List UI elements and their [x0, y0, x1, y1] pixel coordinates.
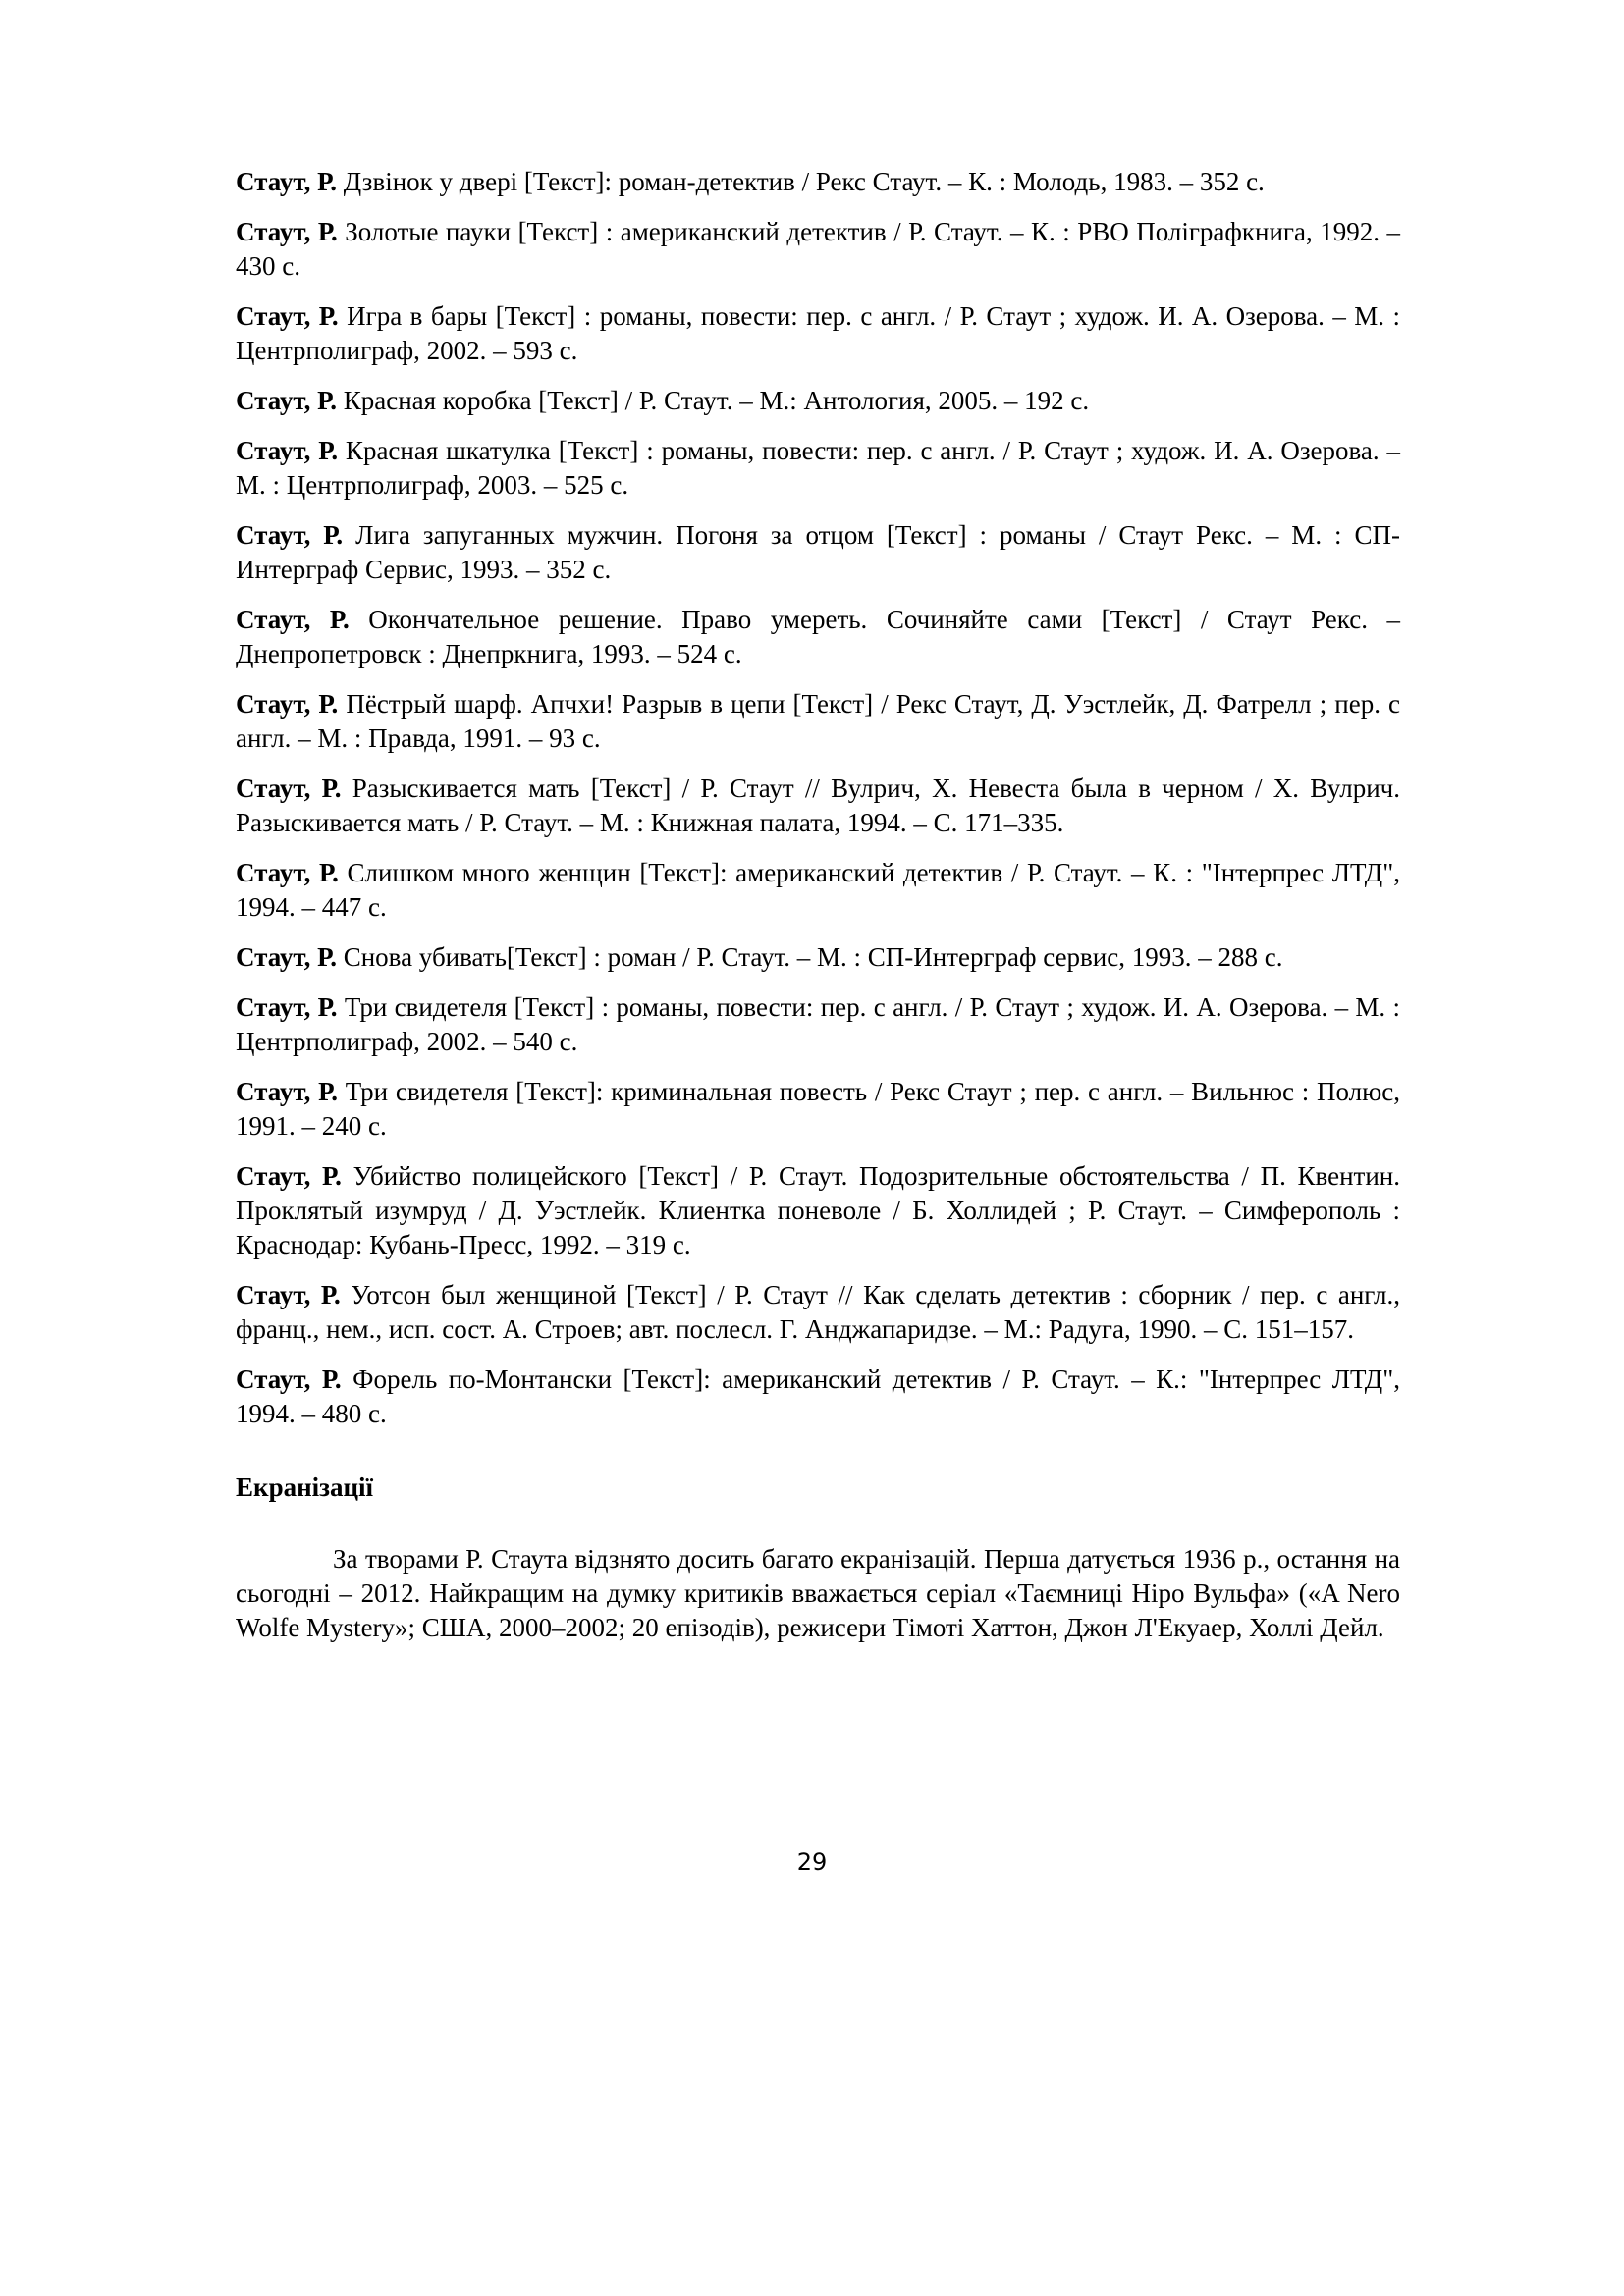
bibliography-author: Стаут, Р. — [236, 605, 350, 634]
bibliography-entry — [236, 990, 1400, 1059]
bibliography-text: Красная шкатулка [Текст] : романы, повести: пер. с англ. / Р. Стаут ; худож. И. А. Озерова. – М. : Центрполиграф, 2003. – 525 с. — [236, 436, 1400, 500]
bibliography-author: Стаут, Р. — [236, 167, 337, 196]
page-number: 29 — [796, 1848, 828, 1876]
bibliography-entry — [236, 603, 1400, 671]
bibliography-entry — [236, 1362, 1400, 1431]
bibliography-text: Три свидетеля [Текст]: криминальная повесть / Рекс Стаут ; пер. с англ. – Вильнюс : Полюс, 1991. – 240 с. — [236, 1077, 1400, 1141]
bibliography-text: Лига запуганных мужчин. Погоня за отцом [Текст] : романы / Стаут Рекс. – М. : СП-Интерграф Сервис, 1993. – 352 с. — [236, 520, 1400, 584]
section-paragraph: За творами Р. Стаута відзнято досить багато екранізацій. Перша датується 1936 р., остання на сьогодні – 2012. Найкращим на думку критиків вважається серіал «Таємниці Ніро Вульфа» («A Nero Wolfe Mystery»; США, 2000–2002; 20 епізодів), режисери Тімоті Хаттон, Джон Л'Екуаер, Холлі Дейл. — [236, 1544, 1400, 1642]
bibliography-text: Разыскивается мать [Текст] / Р. Стаут // Вулрич, Х. Невеста была в черном / Х. Вулрич. Разыскивается мать / Р. Стаут. – М. : Книжная палата, 1994. – С. 171–335. — [236, 774, 1400, 837]
bibliography-text: Пёстрый шарф. Апчхи! Разрыв в цепи [Текст] / Рекс Стаут, Д. Уэстлейк, Д. Фатрелл ; пер. с англ. – М. : Правда, 1991. – 93 с. — [236, 689, 1400, 753]
bibliography-list — [236, 165, 1400, 1431]
bibliography-entry — [236, 1159, 1400, 1262]
bibliography-text: Убийство полицейского [Текст] / Р. Стаут. Подозрительные обстоятельства / П. Квентин. Проклятый изумруд / Д. Уэстлейк. Клиентка поневоле / Б. Холлидей ; Р. Стаут. – Симферополь : Краснодар: Кубань-Пресс, 1992. – 319 с. — [236, 1161, 1401, 1259]
bibliography-entry — [236, 434, 1400, 503]
bibliography-text: Форель по-Монтански [Текст]: американский детектив / Р. Стаут. – К.: "Інтерпрес ЛТД", 1994. – 480 с. — [236, 1364, 1401, 1428]
bibliography-entry — [236, 384, 1400, 418]
bibliography-text: Три свидетеля [Текст] : романы, повести: пер. с англ. / Р. Стаут ; худож. И. А. Озерова. – М. : Центрполиграф, 2002. – 540 с. — [236, 992, 1400, 1056]
bibliography-entry — [236, 215, 1400, 284]
bibliography-author: Стаут, Р. — [236, 992, 338, 1022]
bibliography-author: Стаут, Р. — [236, 386, 337, 415]
document-page — [236, 165, 1400, 1645]
bibliography-author: Стаут, Р. — [236, 1077, 338, 1106]
bibliography-entry — [236, 1278, 1400, 1347]
bibliography-text: Слишком много женщин [Текст]: американский детектив / Р. Стаут. – К. : "Інтерпрес ЛТД", 1994. – 447 с. — [236, 858, 1400, 922]
bibliography-entry — [236, 299, 1400, 368]
bibliography-entry — [236, 1075, 1400, 1144]
bibliography-author: Стаут, Р. — [236, 1280, 341, 1309]
bibliography-author: Стаут, Р. — [236, 689, 339, 719]
bibliography-author: Стаут, Р. — [236, 520, 344, 550]
bibliography-entry — [236, 940, 1400, 975]
bibliography-text: Золотые пауки [Текст] : американский детектив / Р. Стаут. – К. : РВО Поліграфкнига, 1992. – 430 с. — [236, 217, 1400, 281]
bibliography-text: Дзвінок у двері [Текст]: роман-детектив / Рекс Стаут. – К. : Молодь, 1983. – 352 с. — [336, 167, 1265, 196]
bibliography-author: Стаут, Р. — [236, 301, 339, 331]
bibliography-entry — [236, 772, 1400, 840]
bibliography-text: Снова убивать[Текст] : роман / Р. Стаут. – М. : СП-Интерграф сервис, 1993. – 288 с. — [336, 942, 1283, 972]
bibliography-entry — [236, 165, 1400, 199]
bibliography-entry — [236, 518, 1400, 587]
bibliography-text: Красная коробка [Текст] / Р. Стаут. – М.: Антология, 2005. – 192 с. — [336, 386, 1090, 415]
bibliography-text: Уотсон был женщиной [Текст] / Р. Стаут // Как сделать детектив : сборник / пер. с англ., франц., нем., исп. сост. А. Строев; авт. послесл. Г. Анджапаридзе. – М.: Радуга, 1990. – С. 151–157. — [236, 1280, 1400, 1344]
bibliography-author: Стаут, Р. — [236, 942, 337, 972]
bibliography-author: Стаут, Р. — [236, 774, 342, 803]
bibliography-text: Игра в бары [Текст] : романы, повести: пер. с англ. / Р. Стаут ; худож. И. А. Озерова. – М. : Центрполиграф, 2002. – 593 с. — [236, 301, 1400, 365]
bibliography-author: Стаут, Р. — [236, 1364, 342, 1394]
bibliography-author: Стаут, Р. — [236, 858, 339, 887]
bibliography-text: Окончательное решение. Право умереть. Сочиняйте сами [Текст] / Стаут Рекс. – Днепропетровск : Днепркнига, 1993. – 524 с. — [236, 605, 1401, 668]
section-title: Екранізації — [236, 1472, 374, 1502]
bibliography-author: Стаут, Р. — [236, 1161, 342, 1191]
bibliography-author: Стаут, Р. — [236, 436, 339, 465]
bibliography-author: Стаут, Р. — [236, 217, 338, 246]
bibliography-entry — [236, 856, 1400, 925]
bibliography-entry — [236, 687, 1400, 756]
